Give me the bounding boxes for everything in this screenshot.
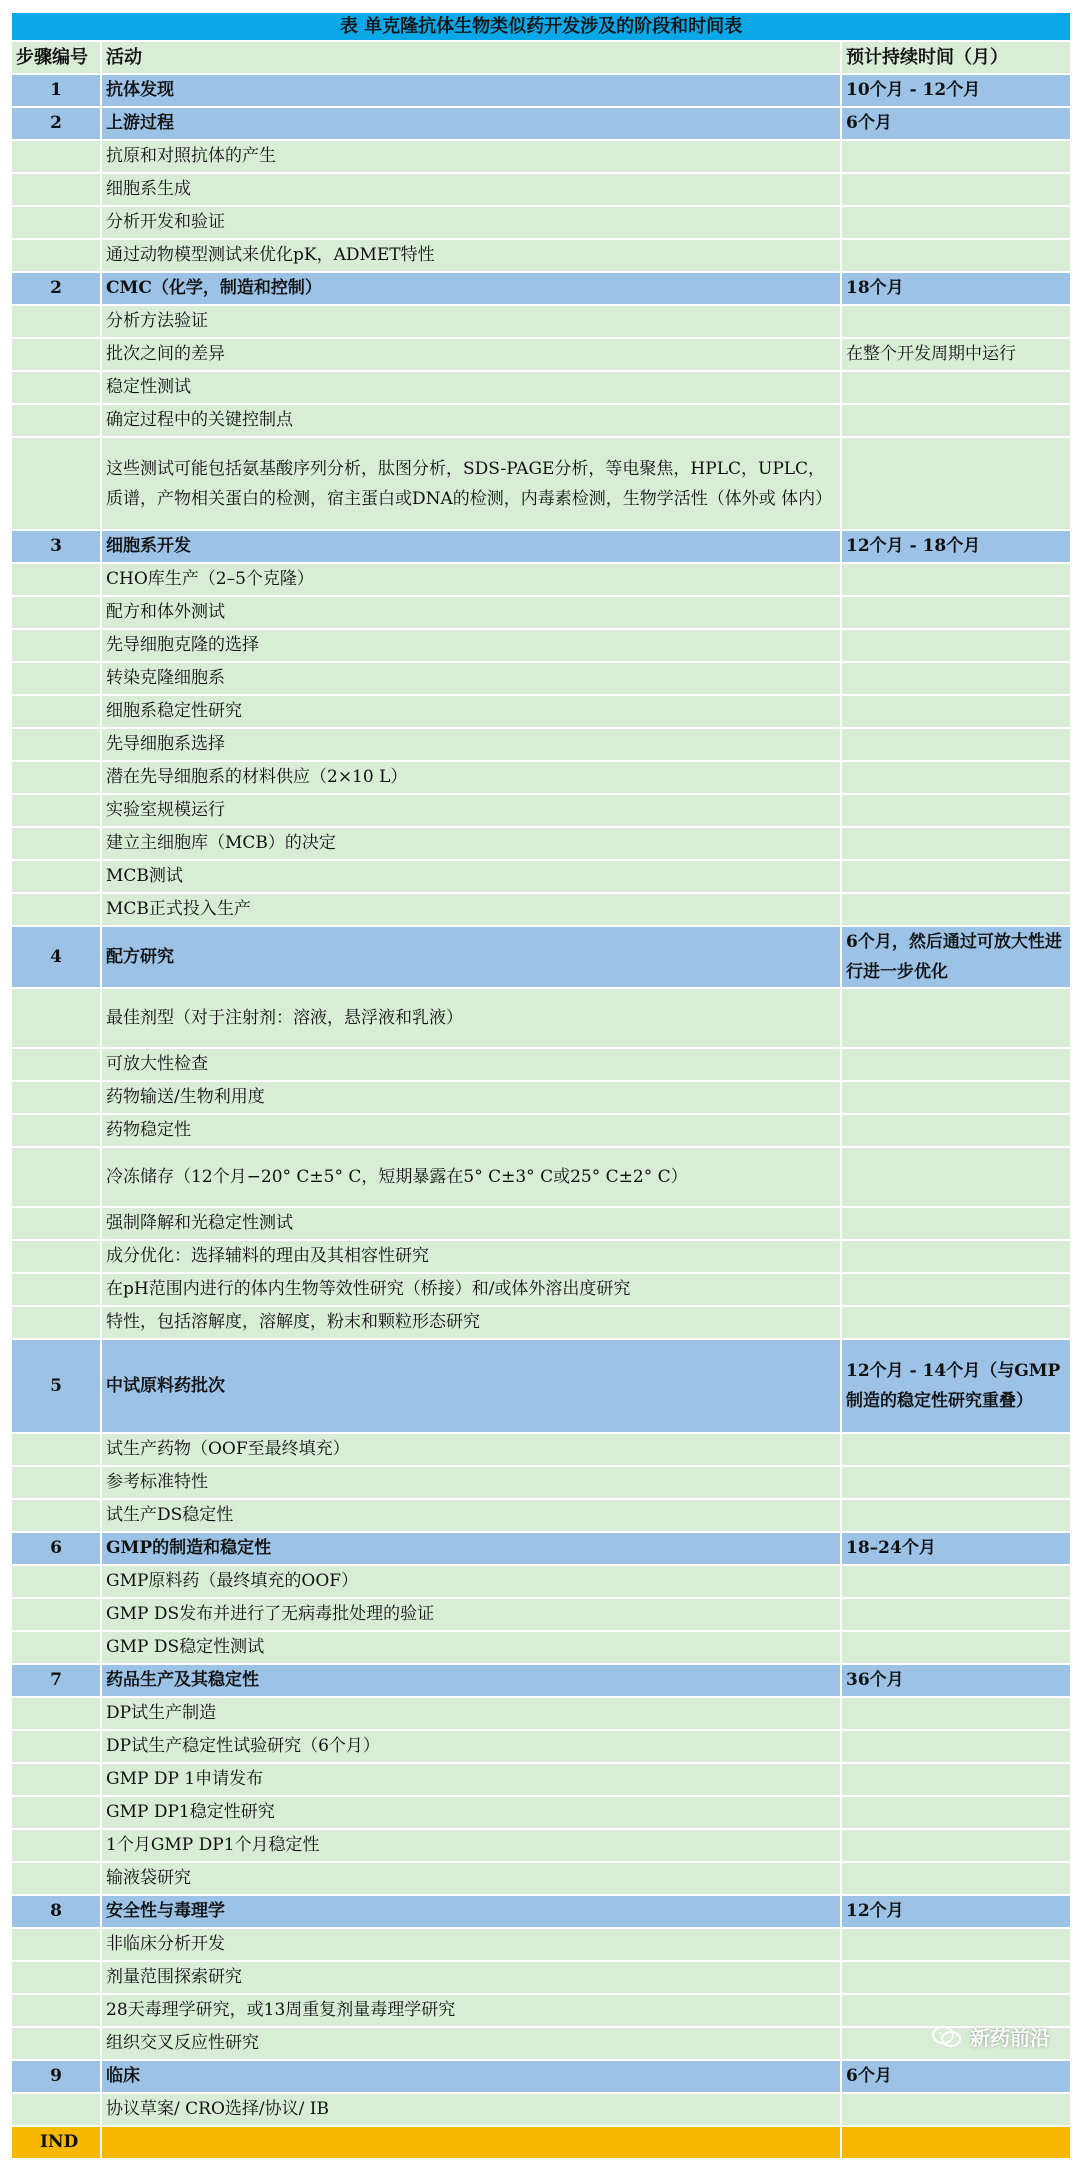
- duration-cell: [841, 794, 1071, 827]
- step-number-cell: [11, 239, 101, 272]
- step-number-cell: [11, 563, 101, 596]
- step-row: [11, 1664, 1071, 1697]
- duration-cell: [841, 2093, 1071, 2126]
- duration-cell: [841, 596, 1071, 629]
- activity-cell: DP试生产稳定性试验研究（6个月）: [101, 1730, 841, 1763]
- step-number-cell: [11, 1207, 101, 1240]
- step-number-cell: [11, 1466, 101, 1499]
- step-number-cell: [11, 1114, 101, 1147]
- duration-cell: [841, 1763, 1071, 1796]
- step-number-cell: [11, 2093, 101, 2126]
- step-number-cell: [11, 404, 101, 437]
- activity-cell: 组织交叉反应性研究: [101, 2027, 841, 2060]
- step-number-cell: IND: [11, 2126, 101, 2159]
- duration-cell: [841, 239, 1071, 272]
- step-number-cell: [11, 988, 101, 1048]
- header-activity: 活动: [101, 41, 841, 74]
- activity-row: [11, 1631, 1071, 1664]
- duration-cell: 6个月，然后通过可放大性进行进一步优化: [841, 926, 1071, 988]
- activity-row: [11, 1207, 1071, 1240]
- duration-cell: 6个月: [841, 107, 1071, 140]
- duration-cell: [841, 728, 1071, 761]
- duration-cell: [841, 1862, 1071, 1895]
- activity-row: [11, 1994, 1071, 2027]
- activity-row: [11, 1081, 1071, 1114]
- duration-cell: 12个月 - 14个月（与GMP制造的稳定性研究重叠）: [841, 1339, 1071, 1433]
- activity-cell: 试生产药物（OOF至最终填充）: [101, 1433, 841, 1466]
- duration-cell: [841, 1565, 1071, 1598]
- activity-cell: MCB测试: [101, 860, 841, 893]
- duration-cell: [841, 1240, 1071, 1273]
- step-number-cell: [11, 761, 101, 794]
- duration-cell: [841, 305, 1071, 338]
- activity-cell: 成分优化：选择辅料的理由及其相容性研究: [101, 1240, 841, 1273]
- activity-cell: 这些测试可能包括氨基酸序列分析，肽图分析，SDS-PAGE分析，等电聚焦，HPLC，UPLC，质谱，产物相关蛋白的检测，宿主蛋白或DNA的检测，内毒素检测，生物学活性（体外或 体内）: [101, 437, 841, 530]
- ind-row: [11, 2126, 1071, 2159]
- activity-row: [11, 1466, 1071, 1499]
- duration-cell: [841, 860, 1071, 893]
- duration-cell: [841, 629, 1071, 662]
- activity-cell: 配方和体外测试: [101, 596, 841, 629]
- table-title-row: [11, 12, 1071, 41]
- step-number-cell: [11, 338, 101, 371]
- step-number-cell: [11, 728, 101, 761]
- step-number-cell: [11, 1273, 101, 1306]
- activity-row: [11, 827, 1071, 860]
- activity-cell: 实验室规模运行: [101, 794, 841, 827]
- watermark: [932, 2022, 1050, 2051]
- step-number-cell: [11, 1081, 101, 1114]
- duration-cell: [841, 1081, 1071, 1114]
- step-number-cell: [11, 794, 101, 827]
- duration-cell: 12个月 - 18个月: [841, 530, 1071, 563]
- activity-row: [11, 173, 1071, 206]
- step-number-cell: [11, 1565, 101, 1598]
- step-number-cell: 1: [11, 74, 101, 107]
- header-step-number: 步骤编号: [11, 41, 101, 74]
- step-row: [11, 1339, 1071, 1433]
- step-number-cell: [11, 827, 101, 860]
- activity-row: [11, 404, 1071, 437]
- step-number-cell: [11, 1306, 101, 1339]
- activity-cell: 协议草案/ CRO选择/协议/ IB: [101, 2093, 841, 2126]
- duration-cell: [841, 404, 1071, 437]
- step-number-cell: [11, 1829, 101, 1862]
- activity-cell: 输液袋研究: [101, 1862, 841, 1895]
- activity-row: [11, 1598, 1071, 1631]
- activity-row: [11, 662, 1071, 695]
- step-number-cell: [11, 1961, 101, 1994]
- activity-cell: 通过动物模型测试来优化pK，ADMET特性: [101, 239, 841, 272]
- activity-row: [11, 794, 1071, 827]
- activity-row: [11, 437, 1071, 530]
- activity-cell: CHO库生产（2–5个克隆）: [101, 563, 841, 596]
- step-number-cell: [11, 1048, 101, 1081]
- activity-cell: 最佳剂型（对于注射剂：溶液，悬浮液和乳液）: [101, 988, 841, 1048]
- activity-row: [11, 338, 1071, 371]
- activity-cell: 上游过程: [101, 107, 841, 140]
- activity-cell: MCB正式投入生产: [101, 893, 841, 926]
- step-number-cell: [11, 596, 101, 629]
- activity-cell: 批次之间的差异: [101, 338, 841, 371]
- duration-cell: [841, 662, 1071, 695]
- activity-cell: 抗原和对照抗体的产生: [101, 140, 841, 173]
- activity-row: [11, 1565, 1071, 1598]
- duration-cell: 6个月: [841, 2060, 1071, 2093]
- activity-row: [11, 629, 1071, 662]
- duration-cell: 18个月: [841, 272, 1071, 305]
- activity-row: [11, 1697, 1071, 1730]
- activity-row: [11, 563, 1071, 596]
- activity-row: [11, 2093, 1071, 2126]
- activity-row: [11, 988, 1071, 1048]
- duration-cell: [841, 827, 1071, 860]
- activity-cell: 分析方法验证: [101, 305, 841, 338]
- step-number-cell: [11, 1730, 101, 1763]
- activity-cell: GMP原料药（最终填充的OOF）: [101, 1565, 841, 1598]
- step-number-cell: [11, 2027, 101, 2060]
- activity-cell: 分析开发和验证: [101, 206, 841, 239]
- step-number-cell: 6: [11, 1532, 101, 1565]
- activity-cell: 药物输送/生物利用度: [101, 1081, 841, 1114]
- activity-row: [11, 1961, 1071, 1994]
- activity-cell: 转染克隆细胞系: [101, 662, 841, 695]
- step-number-cell: [11, 860, 101, 893]
- duration-cell: 12个月: [841, 1895, 1071, 1928]
- step-number-cell: [11, 305, 101, 338]
- step-number-cell: [11, 206, 101, 239]
- step-number-cell: 2: [11, 272, 101, 305]
- duration-cell: [841, 1961, 1071, 1994]
- activity-cell: 28天毒理学研究，或13周重复剂量毒理学研究: [101, 1994, 841, 2027]
- step-number-cell: [11, 1499, 101, 1532]
- step-number-cell: [11, 1862, 101, 1895]
- activity-cell: [101, 2126, 841, 2159]
- activity-row: [11, 1862, 1071, 1895]
- activity-row: [11, 140, 1071, 173]
- step-number-cell: [11, 173, 101, 206]
- activity-cell: 剂量范围探索研究: [101, 1961, 841, 1994]
- duration-cell: [841, 1147, 1071, 1207]
- step-row: [11, 1895, 1071, 1928]
- step-number-cell: 5: [11, 1339, 101, 1433]
- step-number-cell: 9: [11, 2060, 101, 2093]
- step-number-cell: [11, 1240, 101, 1273]
- activity-cell: 配方研究: [101, 926, 841, 988]
- duration-cell: [841, 893, 1071, 926]
- step-number-cell: [11, 629, 101, 662]
- step-number-cell: [11, 371, 101, 404]
- activity-row: [11, 2027, 1071, 2060]
- activity-cell: DP试生产制造: [101, 1697, 841, 1730]
- step-row: [11, 926, 1071, 988]
- step-number-cell: 7: [11, 1664, 101, 1697]
- activity-row: [11, 893, 1071, 926]
- step-row: [11, 74, 1071, 107]
- activity-cell: GMP DP1稳定性研究: [101, 1796, 841, 1829]
- activity-cell: 临床: [101, 2060, 841, 2093]
- step-number-cell: [11, 1697, 101, 1730]
- activity-row: [11, 239, 1071, 272]
- activity-row: [11, 1796, 1071, 1829]
- header-duration: 预计持续时间（月）: [841, 41, 1071, 74]
- activity-cell: 安全性与毒理学: [101, 1895, 841, 1928]
- activity-cell: 抗体发现: [101, 74, 841, 107]
- activity-row: [11, 761, 1071, 794]
- activity-row: [11, 206, 1071, 239]
- activity-cell: 潜在先导细胞系的材料供应（2×10 L）: [101, 761, 841, 794]
- activity-row: [11, 1928, 1071, 1961]
- activity-row: [11, 728, 1071, 761]
- duration-cell: [841, 1499, 1071, 1532]
- step-number-cell: [11, 1994, 101, 2027]
- activity-cell: 1个月GMP DP1个月稳定性: [101, 1829, 841, 1862]
- activity-cell: 中试原料药批次: [101, 1339, 841, 1433]
- duration-cell: [841, 1796, 1071, 1829]
- duration-cell: [841, 1466, 1071, 1499]
- activity-row: [11, 1147, 1071, 1207]
- duration-cell: [841, 1730, 1071, 1763]
- activity-cell: 参考标准特性: [101, 1466, 841, 1499]
- duration-cell: [841, 1829, 1071, 1862]
- activity-cell: 特性，包括溶解度，溶解度，粉末和颗粒形态研究: [101, 1306, 841, 1339]
- activity-row: [11, 1730, 1071, 1763]
- activity-cell: 先导细胞克隆的选择: [101, 629, 841, 662]
- duration-cell: [841, 1598, 1071, 1631]
- duration-cell: 10个月 - 12个月: [841, 74, 1071, 107]
- step-number-cell: [11, 1928, 101, 1961]
- step-row: [11, 107, 1071, 140]
- step-number-cell: [11, 1598, 101, 1631]
- activity-cell: 可放大性检查: [101, 1048, 841, 1081]
- activity-cell: 稳定性测试: [101, 371, 841, 404]
- step-number-cell: [11, 1147, 101, 1207]
- activity-cell: 确定过程中的关键控制点: [101, 404, 841, 437]
- step-number-cell: [11, 893, 101, 926]
- duration-cell: [841, 437, 1071, 530]
- duration-cell: [841, 761, 1071, 794]
- duration-cell: [841, 1273, 1071, 1306]
- duration-cell: [841, 1306, 1071, 1339]
- step-number-cell: [11, 437, 101, 530]
- duration-cell: [841, 695, 1071, 728]
- duration-cell: [841, 1207, 1071, 1240]
- duration-cell: [841, 1631, 1071, 1664]
- duration-cell: [841, 173, 1071, 206]
- activity-cell: 非临床分析开发: [101, 1928, 841, 1961]
- duration-cell: [841, 140, 1071, 173]
- step-number-cell: 3: [11, 530, 101, 563]
- activity-cell: 细胞系生成: [101, 173, 841, 206]
- activity-cell: GMP DS发布并进行了无病毒批处理的验证: [101, 1598, 841, 1631]
- header-row: [11, 41, 1071, 74]
- step-row: [11, 272, 1071, 305]
- activity-cell: CMC（化学，制造和控制）: [101, 272, 841, 305]
- activity-row: [11, 305, 1071, 338]
- timeline-table: [10, 11, 1072, 2160]
- duration-cell: [841, 1928, 1071, 1961]
- activity-row: [11, 1114, 1071, 1147]
- activity-row: [11, 860, 1071, 893]
- activity-cell: 细胞系稳定性研究: [101, 695, 841, 728]
- activity-row: [11, 1829, 1071, 1862]
- duration-cell: [841, 1048, 1071, 1081]
- activity-cell: 冷冻储存（12个月−20° C±5° C，短期暴露在5° C±3° C或25° C±2° C）: [101, 1147, 841, 1207]
- step-number-cell: [11, 662, 101, 695]
- step-number-cell: 8: [11, 1895, 101, 1928]
- activity-cell: 建立主细胞库（MCB）的决定: [101, 827, 841, 860]
- duration-cell: [841, 1433, 1071, 1466]
- step-number-cell: [11, 1433, 101, 1466]
- duration-cell: 18–24个月: [841, 1532, 1071, 1565]
- activity-row: [11, 1273, 1071, 1306]
- activity-cell: 药物稳定性: [101, 1114, 841, 1147]
- watermark-text: 新药前沿: [970, 2026, 1050, 2050]
- duration-cell: [841, 988, 1071, 1048]
- activity-row: [11, 1499, 1071, 1532]
- activity-row: [11, 1306, 1071, 1339]
- step-number-cell: [11, 695, 101, 728]
- step-number-cell: [11, 1631, 101, 1664]
- step-row: [11, 1532, 1071, 1565]
- activity-row: [11, 1433, 1071, 1466]
- step-row: [11, 530, 1071, 563]
- duration-cell: 在整个开发周期中运行: [841, 338, 1071, 371]
- activity-cell: 先导细胞系选择: [101, 728, 841, 761]
- activity-cell: 试生产DS稳定性: [101, 1499, 841, 1532]
- activity-cell: 细胞系开发: [101, 530, 841, 563]
- step-number-cell: [11, 1796, 101, 1829]
- activity-row: [11, 1048, 1071, 1081]
- activity-cell: 强制降解和光稳定性测试: [101, 1207, 841, 1240]
- activity-row: [11, 1240, 1071, 1273]
- duration-cell: [841, 371, 1071, 404]
- activity-cell: 在pH范围内进行的体内生物等效性研究（桥接）和/或体外溶出度研究: [101, 1273, 841, 1306]
- duration-cell: [841, 206, 1071, 239]
- step-number-cell: 4: [11, 926, 101, 988]
- wechat-icon: [932, 2025, 962, 2049]
- activity-cell: 药品生产及其稳定性: [101, 1664, 841, 1697]
- step-number-cell: 2: [11, 107, 101, 140]
- duration-cell: [841, 2126, 1071, 2159]
- table-title: 表 单克隆抗体生物类似药开发涉及的阶段和时间表: [11, 12, 1071, 41]
- duration-cell: [841, 1114, 1071, 1147]
- activity-row: [11, 1763, 1071, 1796]
- duration-cell: 36个月: [841, 1664, 1071, 1697]
- activity-cell: GMP的制造和稳定性: [101, 1532, 841, 1565]
- step-number-cell: [11, 1763, 101, 1796]
- step-number-cell: [11, 140, 101, 173]
- activity-cell: GMP DS稳定性测试: [101, 1631, 841, 1664]
- activity-cell: GMP DP 1申请发布: [101, 1763, 841, 1796]
- activity-row: [11, 695, 1071, 728]
- duration-cell: [841, 563, 1071, 596]
- duration-cell: [841, 1697, 1071, 1730]
- activity-row: [11, 596, 1071, 629]
- activity-row: [11, 371, 1071, 404]
